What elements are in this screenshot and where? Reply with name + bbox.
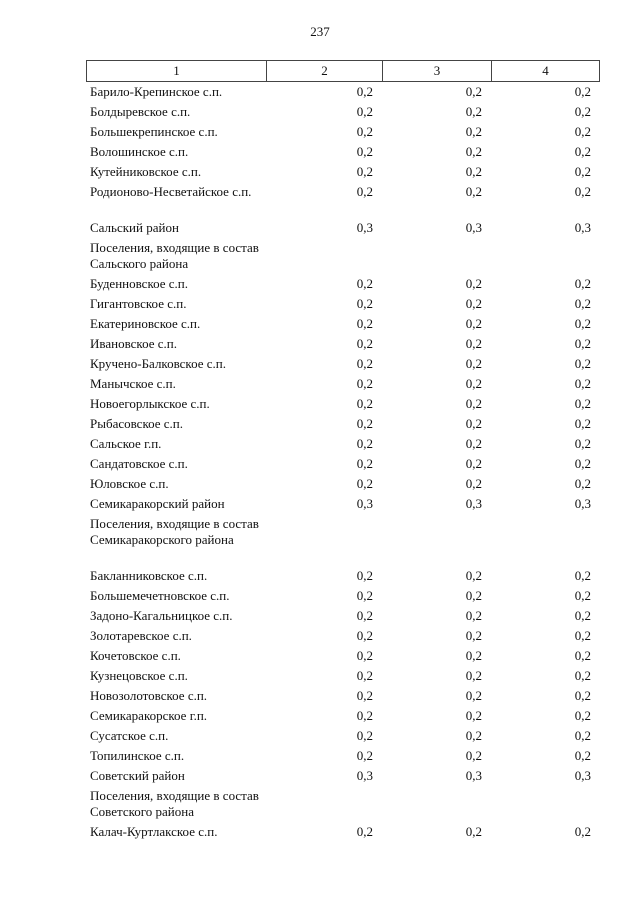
row-name: Поселения, входящие в состав Семикаракорского района — [90, 516, 259, 547]
row-value-c4: 0,2 — [574, 356, 591, 371]
row-value-c4: 0,2 — [574, 336, 591, 351]
row-value-c2: 0,2 — [356, 356, 373, 371]
row-value-c2: 0,2 — [356, 376, 373, 391]
row-name: Золотаревское с.п. — [90, 628, 192, 643]
table-row — [86, 606, 600, 626]
row-name: Семикаракорское г.п. — [90, 708, 208, 723]
table-row — [86, 414, 600, 434]
table-row — [86, 354, 600, 374]
row-value-c4: 0,2 — [574, 648, 591, 663]
row-value-c4: 0,2 — [574, 144, 591, 159]
row-value-c3: 0,2 — [465, 436, 482, 451]
row-value-c2: 0,2 — [356, 648, 373, 663]
row-value-c3: 0,2 — [465, 476, 482, 491]
table-row — [86, 314, 600, 334]
row-name: Екатериновское с.п. — [90, 316, 201, 331]
row-value-c2: 0,2 — [356, 748, 373, 763]
row-value-c2: 0,2 — [356, 824, 373, 839]
table-row — [86, 294, 600, 314]
row-name: Поселения, входящие в состав Сальского района — [90, 240, 259, 271]
row-value-c4: 0,2 — [574, 628, 591, 643]
table-row — [86, 626, 600, 646]
row-value-c2: 0,2 — [356, 124, 373, 139]
row-name: Болдыревское с.п. — [90, 104, 191, 119]
row-value-c3: 0,2 — [465, 296, 482, 311]
table-row — [86, 646, 600, 666]
row-value-c3: 0,2 — [465, 608, 482, 623]
row-value-c4: 0,3 — [574, 768, 591, 783]
row-value-c4 — [491, 788, 600, 822]
table-row — [86, 474, 600, 494]
table-row — [86, 82, 600, 102]
row-name: Новозолотовское с.п. — [90, 688, 208, 703]
row-value-c3: 0,2 — [465, 144, 482, 159]
row-value-c2: 0,2 — [356, 668, 373, 683]
row-value-c2: 0,2 — [356, 104, 373, 119]
row-value-c3: 0,2 — [465, 84, 482, 99]
row-value-c4: 0,2 — [574, 824, 591, 839]
row-value-c2: 0,2 — [356, 184, 373, 199]
row-value-c2: 0,2 — [356, 588, 373, 603]
table-row — [86, 122, 600, 142]
row-value-c4 — [491, 240, 600, 274]
row-value-c4: 0,2 — [574, 476, 591, 491]
row-value-c4: 0,2 — [574, 668, 591, 683]
row-name: Поселения, входящие в состав Советского района — [90, 788, 259, 819]
table-row — [86, 586, 600, 606]
row-name: Сальский район — [90, 220, 179, 235]
row-value-c4: 0,2 — [574, 316, 591, 331]
row-value-c2: 0,2 — [356, 436, 373, 451]
row-value-c2 — [266, 788, 382, 822]
row-name: Советский район — [90, 768, 185, 783]
row-value-c3: 0,3 — [465, 496, 482, 511]
table-row — [86, 162, 600, 182]
row-value-c3: 0,3 — [465, 220, 482, 235]
table-row — [86, 786, 600, 822]
row-name: Буденновское с.п. — [90, 276, 189, 291]
row-value-c2: 0,2 — [356, 416, 373, 431]
table-row — [86, 334, 600, 354]
column-header-1: 1 — [86, 61, 266, 81]
table-row — [86, 434, 600, 454]
table-row — [86, 102, 600, 122]
column-header-2: 2 — [266, 61, 382, 81]
row-value-c2: 0,2 — [356, 336, 373, 351]
row-value-c2: 0,2 — [356, 728, 373, 743]
table-row — [86, 394, 600, 414]
table-row — [86, 494, 600, 514]
row-value-c4: 0,2 — [574, 456, 591, 471]
row-value-c4: 0,2 — [574, 296, 591, 311]
row-value-c4: 0,2 — [574, 124, 591, 139]
row-name: Манычское с.п. — [90, 376, 176, 391]
table-row — [86, 374, 600, 394]
row-value-c4: 0,2 — [574, 396, 591, 411]
row-name: Бакланниковское с.п. — [90, 568, 208, 583]
row-value-c3: 0,2 — [465, 588, 482, 603]
row-value-c3 — [382, 516, 491, 566]
table-header-row — [86, 60, 600, 82]
row-value-c3: 0,2 — [465, 456, 482, 471]
row-value-c2: 0,2 — [356, 276, 373, 291]
table-row — [86, 454, 600, 474]
row-name: Сандатовское с.п. — [90, 456, 188, 471]
table-row — [86, 686, 600, 706]
table-row — [86, 218, 600, 238]
row-value-c2: 0,3 — [356, 768, 373, 783]
row-value-c4: 0,2 — [574, 184, 591, 199]
row-value-c2: 0,3 — [356, 220, 373, 235]
row-name: Семикаракорский район — [90, 496, 225, 511]
row-name: Задоно-Кагальницкое с.п. — [90, 608, 233, 623]
row-value-c3: 0,2 — [465, 748, 482, 763]
row-value-c3: 0,2 — [465, 416, 482, 431]
row-value-c3 — [382, 240, 491, 274]
row-name: Большемечетновское с.п. — [90, 588, 230, 603]
row-value-c4: 0,2 — [574, 608, 591, 623]
row-value-c4: 0,2 — [574, 708, 591, 723]
row-name: Юловское с.п. — [90, 476, 169, 491]
row-value-c4: 0,2 — [574, 104, 591, 119]
row-value-c2: 0,2 — [356, 568, 373, 583]
row-value-c3: 0,2 — [465, 668, 482, 683]
row-name: Кутейниковское с.п. — [90, 164, 202, 179]
row-name: Новоегорлыкское с.п. — [90, 396, 210, 411]
row-value-c3: 0,2 — [465, 824, 482, 839]
row-name: Большекрепинское с.п. — [90, 124, 218, 139]
row-value-c3: 0,2 — [465, 648, 482, 663]
row-value-c4: 0,2 — [574, 688, 591, 703]
row-value-c2: 0,2 — [356, 84, 373, 99]
row-value-c2: 0,2 — [356, 476, 373, 491]
row-value-c3: 0,2 — [465, 316, 482, 331]
table-body — [86, 82, 600, 842]
row-name: Кузнецовское с.п. — [90, 668, 188, 683]
row-name: Сальское г.п. — [90, 436, 162, 451]
row-value-c2 — [266, 240, 382, 274]
row-value-c4: 0,2 — [574, 416, 591, 431]
row-value-c3: 0,2 — [465, 708, 482, 723]
row-value-c3: 0,2 — [465, 728, 482, 743]
row-value-c3: 0,2 — [465, 276, 482, 291]
row-name: Волошинское с.п. — [90, 144, 189, 159]
table-row — [86, 766, 600, 786]
row-value-c4: 0,2 — [574, 568, 591, 583]
table-row — [86, 274, 600, 294]
table-row — [86, 182, 600, 218]
row-value-c2: 0,3 — [356, 496, 373, 511]
table-row — [86, 514, 600, 566]
table-row — [86, 566, 600, 586]
data-table — [86, 60, 600, 842]
row-value-c2: 0,2 — [356, 296, 373, 311]
row-value-c4: 0,2 — [574, 728, 591, 743]
row-value-c2: 0,2 — [356, 144, 373, 159]
row-value-c2: 0,2 — [356, 396, 373, 411]
row-value-c3: 0,2 — [465, 356, 482, 371]
row-value-c2 — [266, 516, 382, 566]
table-row — [86, 142, 600, 162]
row-name: Сусатское с.п. — [90, 728, 169, 743]
row-value-c4 — [491, 516, 600, 566]
row-name: Родионово-Несветайское с.п. — [90, 184, 252, 199]
row-value-c3: 0,2 — [465, 376, 482, 391]
row-name: Рыбасовское с.п. — [90, 416, 184, 431]
row-value-c4: 0,2 — [574, 748, 591, 763]
row-value-c3 — [382, 788, 491, 822]
row-name: Гигантовское с.п. — [90, 296, 187, 311]
row-value-c3: 0,2 — [465, 336, 482, 351]
row-value-c3: 0,2 — [465, 688, 482, 703]
table-row — [86, 726, 600, 746]
row-value-c2: 0,2 — [356, 456, 373, 471]
row-value-c4: 0,2 — [574, 276, 591, 291]
row-value-c2: 0,2 — [356, 708, 373, 723]
row-value-c3: 0,3 — [465, 768, 482, 783]
row-value-c4: 0,2 — [574, 436, 591, 451]
row-value-c4: 0,3 — [574, 496, 591, 511]
row-value-c4: 0,2 — [574, 588, 591, 603]
row-value-c3: 0,2 — [465, 628, 482, 643]
row-value-c3: 0,2 — [465, 184, 482, 199]
table-row — [86, 666, 600, 686]
table-row — [86, 706, 600, 726]
row-value-c2: 0,2 — [356, 608, 373, 623]
table-row — [86, 746, 600, 766]
row-value-c2: 0,2 — [356, 688, 373, 703]
column-header-3: 3 — [382, 61, 491, 81]
column-header-4: 4 — [491, 61, 600, 81]
row-name: Топилинское с.п. — [90, 748, 185, 763]
row-name: Кручено-Балковское с.п. — [90, 356, 226, 371]
row-value-c4: 0,2 — [574, 164, 591, 179]
row-value-c2: 0,2 — [356, 164, 373, 179]
row-name: Калач-Куртлакское с.п. — [90, 824, 218, 839]
row-value-c4: 0,2 — [574, 376, 591, 391]
row-name: Кочетовское с.п. — [90, 648, 181, 663]
row-value-c3: 0,2 — [465, 124, 482, 139]
row-value-c2: 0,2 — [356, 628, 373, 643]
table-row — [86, 822, 600, 842]
row-value-c3: 0,2 — [465, 568, 482, 583]
row-name: Ивановское с.п. — [90, 336, 177, 351]
row-value-c4: 0,3 — [574, 220, 591, 235]
page-number: 237 — [310, 24, 330, 39]
row-value-c3: 0,2 — [465, 396, 482, 411]
row-value-c2: 0,2 — [356, 316, 373, 331]
row-name: Барило-Крепинское с.п. — [90, 84, 223, 99]
row-value-c3: 0,2 — [465, 164, 482, 179]
table-row — [86, 238, 600, 274]
row-value-c3: 0,2 — [465, 104, 482, 119]
row-value-c4: 0,2 — [574, 84, 591, 99]
